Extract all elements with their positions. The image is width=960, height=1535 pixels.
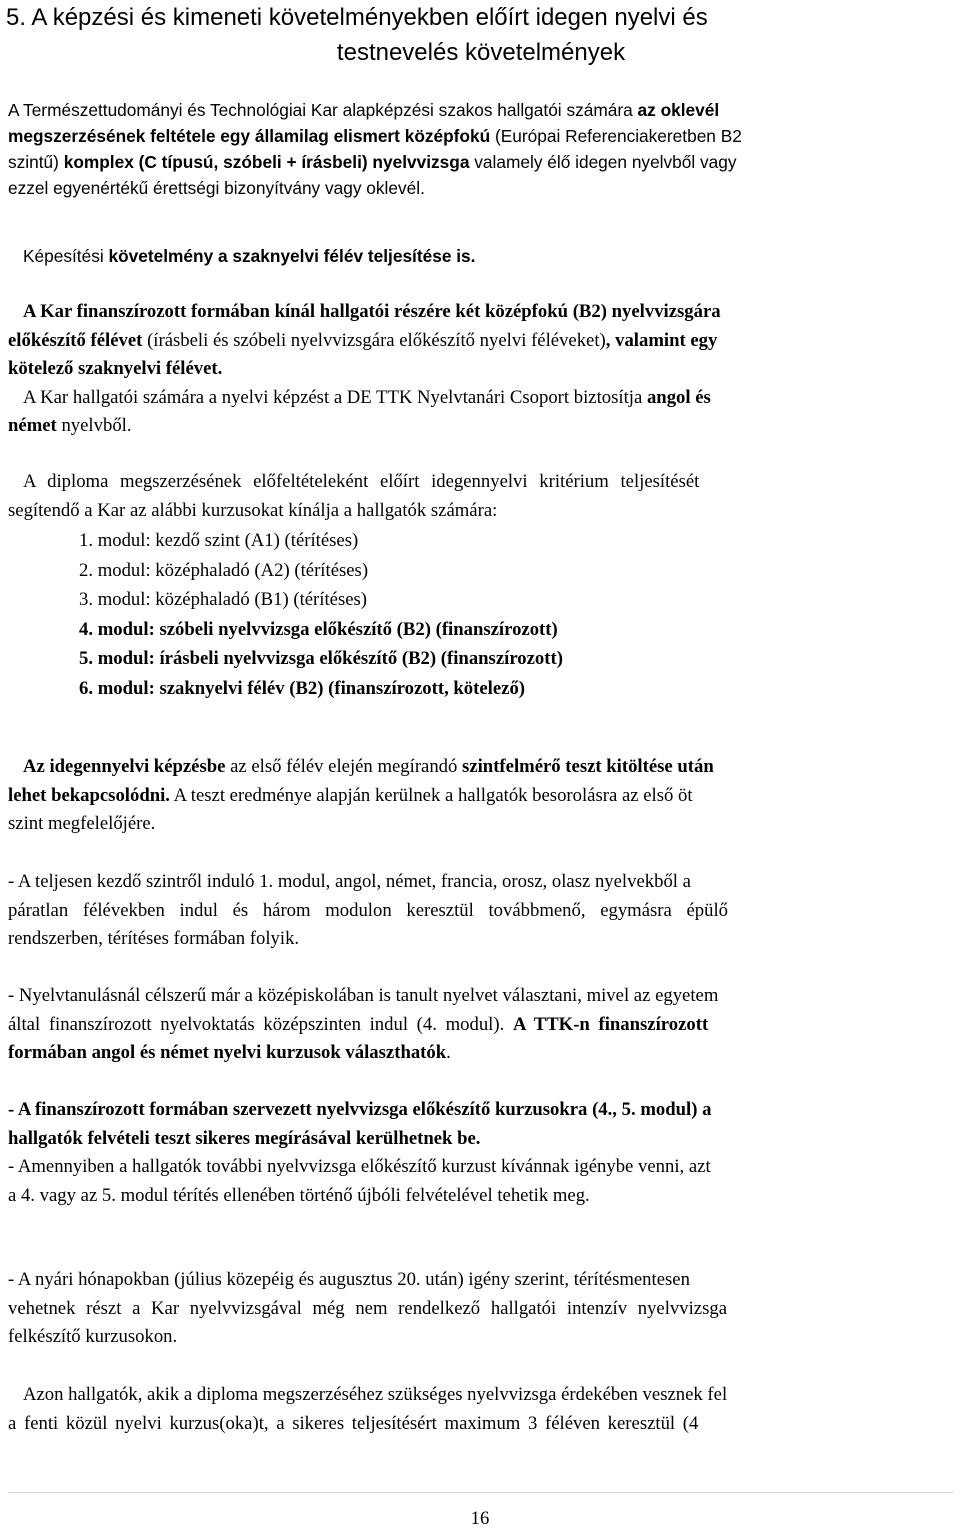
qualification-note: Képesítési követelmény a szaknyelvi félév teljesítése is. <box>23 246 476 266</box>
module-item: 5. modul: írásbeli nyelvvizsga előkészítő (B2) (finanszírozott) <box>79 648 563 669</box>
advice-paragraph: - Nyelvtanulásnál célszerű már a középiskolában is tanult nyelvet választani, mivel az egyetem által finanszírozott nyelvoktatás középszinten indul (4. modul). A TTK-n finanszírozott formában angol és német nyelvi kurzusok választhatók. <box>8 985 719 1063</box>
intro-line: A Természettudományi és Technológiai Kar alapképzési szakos hallgatói számára az oklevél <box>8 100 720 120</box>
intro-line: szintű) komplex (C típusú, szóbeli + írásbeli) nyelvvizsga valamely élő idegen nyelvből vagy <box>8 152 737 172</box>
repeat-paragraph: - Amennyiben a hallgatók további nyelvvizsga előkészítő kurzust kívánnak igénybe venni, azt a 4. vagy az 5. modul térítés ellenében történő újbóli felvételével tehetik meg. <box>8 1156 711 1206</box>
module-item: 4. modul: szóbeli nyelvvizsga előkészítő (B2) (finanszírozott) <box>79 618 558 640</box>
module-item: 3. modul: középhaladó (B1) (térítéses) <box>79 589 368 610</box>
summer-paragraph: - A nyári hónapokban (július közepéig és augusztus 20. után) igény szerint, térítésmentesen vehetnek részt a Kar nyelvvizsgával még nem rendelkező hallgatói intenzív nyelvvizsga felkészítő kurzusokon. <box>8 1269 727 1347</box>
module-item: 6. modul: szaknyelvi félév (B2) (finanszírozott, kötelező) <box>79 677 526 699</box>
financed-paragraph: A Kar finanszírozott formában kínál hallgatói részére két középfokú (B2) nyelvvizsgára előkészítő félévet (írásbeli és szóbeli nyelvvizsgára előkészítő nyelvi féléveket), valamint egy kötelező szaknyelvi félévet. A Kar hallgatói számára a nyelvi képzést a DE TTK Nyelvtanári Csoport biztosítja angol és német nyelvből. <box>8 301 721 436</box>
beginner-paragraph: - A teljesen kezdő szintről induló 1. modul, angol, német, francia, orosz, olasz nyelvekből a páratlan félévekben indul és három modulon keresztül továbbmenő, egymásra épülő rendszerben, térítéses formában folyik. <box>8 871 728 949</box>
page-number: 16 <box>470 1508 490 1529</box>
footer-divider <box>8 1492 954 1493</box>
section-heading-line2: testnevelés követelmények <box>336 39 626 66</box>
section-heading-line1: 5. A képzési és kimeneti követelményekben előírt idegen nyelvi és <box>6 4 708 31</box>
module-list <box>79 527 899 704</box>
failing-paragraph: Azon hallgatók, akik a diploma megszerzéséhez szükséges nyelvvizsga érdekében vesznek fel a fenti közül nyelvi kurzus(oka)t, a sikeres teljesítésért maximum 3 féléven keresztül (4 <box>8 1384 728 1434</box>
module-item: 1. modul: kezdő szint (A1) (térítéses) <box>79 530 359 551</box>
intro-line: ezzel egyenértékű érettségi bizonyítvány vagy oklevél. <box>8 178 425 198</box>
module-item: 2. modul: középhaladó (A2) (térítéses) <box>79 559 369 581</box>
entry-paragraph: - A finanszírozott formában szervezett nyelvvizsga előkészítő kurzusokra (4., 5. modul) a hallgatók felvételi teszt sikeres megírásával kerülhetnek be. <box>8 1099 712 1149</box>
section-heading <box>6 0 956 70</box>
placement-paragraph: Az idegennyelvi képzésbe az első félév elején megírandó szintfelmérő teszt kitöltése után lehet bekapcsolódni. A teszt eredménye alapján kerülnek a hallgatók besorolásra az első öt szint megfelelőjére. <box>8 756 714 834</box>
diploma-paragraph: A diploma megszerzésének előfeltételeként előírt idegennyelvi kritérium teljesítését segítendő a Kar az alábbi kurzusokat kínálja a hallgatók számára: <box>8 471 700 521</box>
intro-paragraph <box>8 97 954 201</box>
intro-line: megszerzésének feltétele egy államilag elismert középfokú (Európai Referenciakeretben B2 <box>8 126 742 146</box>
